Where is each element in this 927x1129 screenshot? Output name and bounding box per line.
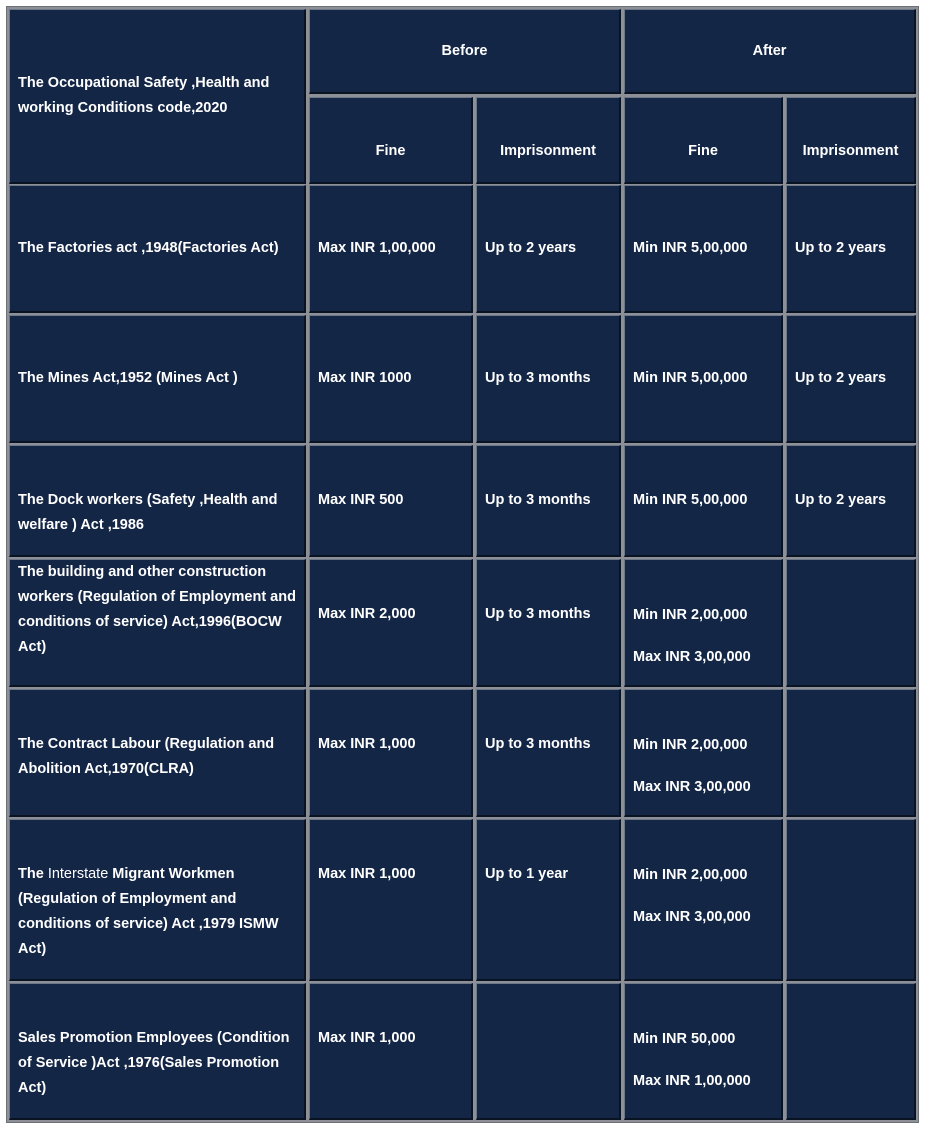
act-name-light: Interstate (47, 866, 109, 882)
before-imprisonment-label: Imprisonment (500, 142, 596, 159)
before-fine-value: Max INR 1,000 (318, 866, 416, 882)
after-fine-max-value: Max INR 1,00,000 (633, 1073, 751, 1089)
after-fine-value: Min INR 5,00,000 (633, 240, 748, 256)
before-imprisonment-cell (476, 559, 621, 687)
after-fine-min-value: Min INR 2,00,000 (633, 607, 748, 623)
table-row-act (9, 819, 306, 981)
after-imprisonment-value: Up to 2 years (795, 492, 887, 508)
act-name: The Factories act ,1948(Factories Act) (18, 240, 279, 256)
before-fine-value: Max INR 1000 (318, 370, 412, 386)
before-fine-cell (309, 315, 473, 443)
before-imprisonment-value: Up to 1 year (485, 866, 568, 882)
act-name (18, 862, 296, 962)
after-imprisonment-cell (786, 185, 916, 313)
after-imprisonment-cell (786, 689, 916, 817)
act-name: The Mines Act,1952 (Mines Act ) (18, 370, 238, 386)
table-row-act (9, 983, 306, 1120)
after-fine-value: Min INR 5,00,000 (633, 370, 748, 386)
before-imprisonment-value: Up to 3 months (485, 736, 591, 752)
after-fine-cell (624, 819, 783, 981)
table-row-act (9, 315, 306, 443)
after-imprisonment-cell (786, 819, 916, 981)
after-imprisonment-value: Up to 2 years (795, 370, 887, 386)
after-imprisonment-cell (786, 315, 916, 443)
before-imprisonment-cell (476, 819, 621, 981)
before-fine-cell (309, 689, 473, 817)
table-row-act (9, 185, 306, 313)
code-title-header (9, 9, 306, 184)
before-header (309, 9, 621, 94)
after-fine-label: Fine (688, 142, 718, 159)
table-row-act (9, 445, 306, 557)
after-fine-cell (624, 185, 783, 313)
act-name-suffix: Migrant Workmen (Regulation of Employment and conditions of service) Act ,1979 ISMW Act) (18, 866, 279, 957)
table-row-act (9, 559, 306, 687)
before-fine-cell (309, 185, 473, 313)
after-imprisonment-header (786, 97, 916, 184)
after-fine-cell (624, 689, 783, 817)
after-fine-value: Min INR 5,00,000 (633, 492, 748, 508)
before-imprisonment-value: Up to 3 months (485, 492, 591, 508)
before-fine-cell (309, 819, 473, 981)
before-imprisonment-cell (476, 445, 621, 557)
before-fine-cell (309, 559, 473, 687)
before-fine-value: Max INR 1,000 (318, 736, 416, 752)
after-fine-min-value: Min INR 2,00,000 (633, 867, 748, 883)
before-fine-value: Max INR 1,000 (318, 1030, 416, 1046)
after-fine-max-value: Max INR 3,00,000 (633, 779, 751, 795)
before-imprisonment-cell (476, 983, 621, 1120)
before-fine-value: Max INR 2,000 (318, 606, 416, 622)
before-imprisonment-value: Up to 2 years (485, 240, 577, 256)
after-header (624, 9, 916, 94)
after-fine-cell (624, 559, 783, 687)
before-fine-cell (309, 983, 473, 1120)
after-imprisonment-label: Imprisonment (802, 142, 899, 159)
after-label: After (752, 42, 787, 59)
after-imprisonment-cell (786, 445, 916, 557)
act-name-prefix: The (18, 866, 48, 882)
after-fine-max-value: Max INR 3,00,000 (633, 649, 751, 665)
before-fine-label: Fine (375, 142, 406, 159)
after-fine-cell (624, 315, 783, 443)
after-imprisonment-cell (786, 559, 916, 687)
table-row-act (9, 689, 306, 817)
act-name: Sales Promotion Employees (Condition of Service )Act ,1976(Sales Promotion Act) (18, 1030, 290, 1096)
act-name: The Dock workers (Safety ,Health and welfare ) Act ,1986 (18, 492, 278, 533)
after-fine-cell (624, 983, 783, 1120)
after-imprisonment-value: Up to 2 years (795, 240, 887, 256)
after-fine-header (624, 97, 783, 184)
before-imprisonment-cell (476, 315, 621, 443)
before-imprisonment-header (476, 97, 621, 184)
before-fine-header (309, 97, 473, 184)
after-fine-max-value: Max INR 3,00,000 (633, 909, 751, 925)
before-fine-value: Max INR 500 (318, 492, 404, 508)
before-fine-value: Max INR 1,00,000 (318, 240, 436, 256)
before-label: Before (441, 42, 488, 59)
act-name: The building and other construction workers (Regulation of Employment and conditions of service) Act,1996(BOCW Act) (18, 564, 296, 655)
after-imprisonment-cell (786, 983, 916, 1120)
before-imprisonment-value: Up to 3 months (485, 370, 591, 386)
after-fine-cell (624, 445, 783, 557)
before-imprisonment-value: Up to 3 months (485, 606, 591, 622)
after-fine-min-value: Min INR 2,00,000 (633, 737, 748, 753)
code-title-text: The Occupational Safety ,Health and working Conditions code,2020 (18, 75, 270, 116)
act-name: The Contract Labour (Regulation and Abolition Act,1970(CLRA) (18, 736, 275, 777)
after-fine-min-value: Min INR 50,000 (633, 1031, 736, 1047)
before-fine-cell (309, 445, 473, 557)
before-imprisonment-cell (476, 185, 621, 313)
before-imprisonment-cell (476, 689, 621, 817)
